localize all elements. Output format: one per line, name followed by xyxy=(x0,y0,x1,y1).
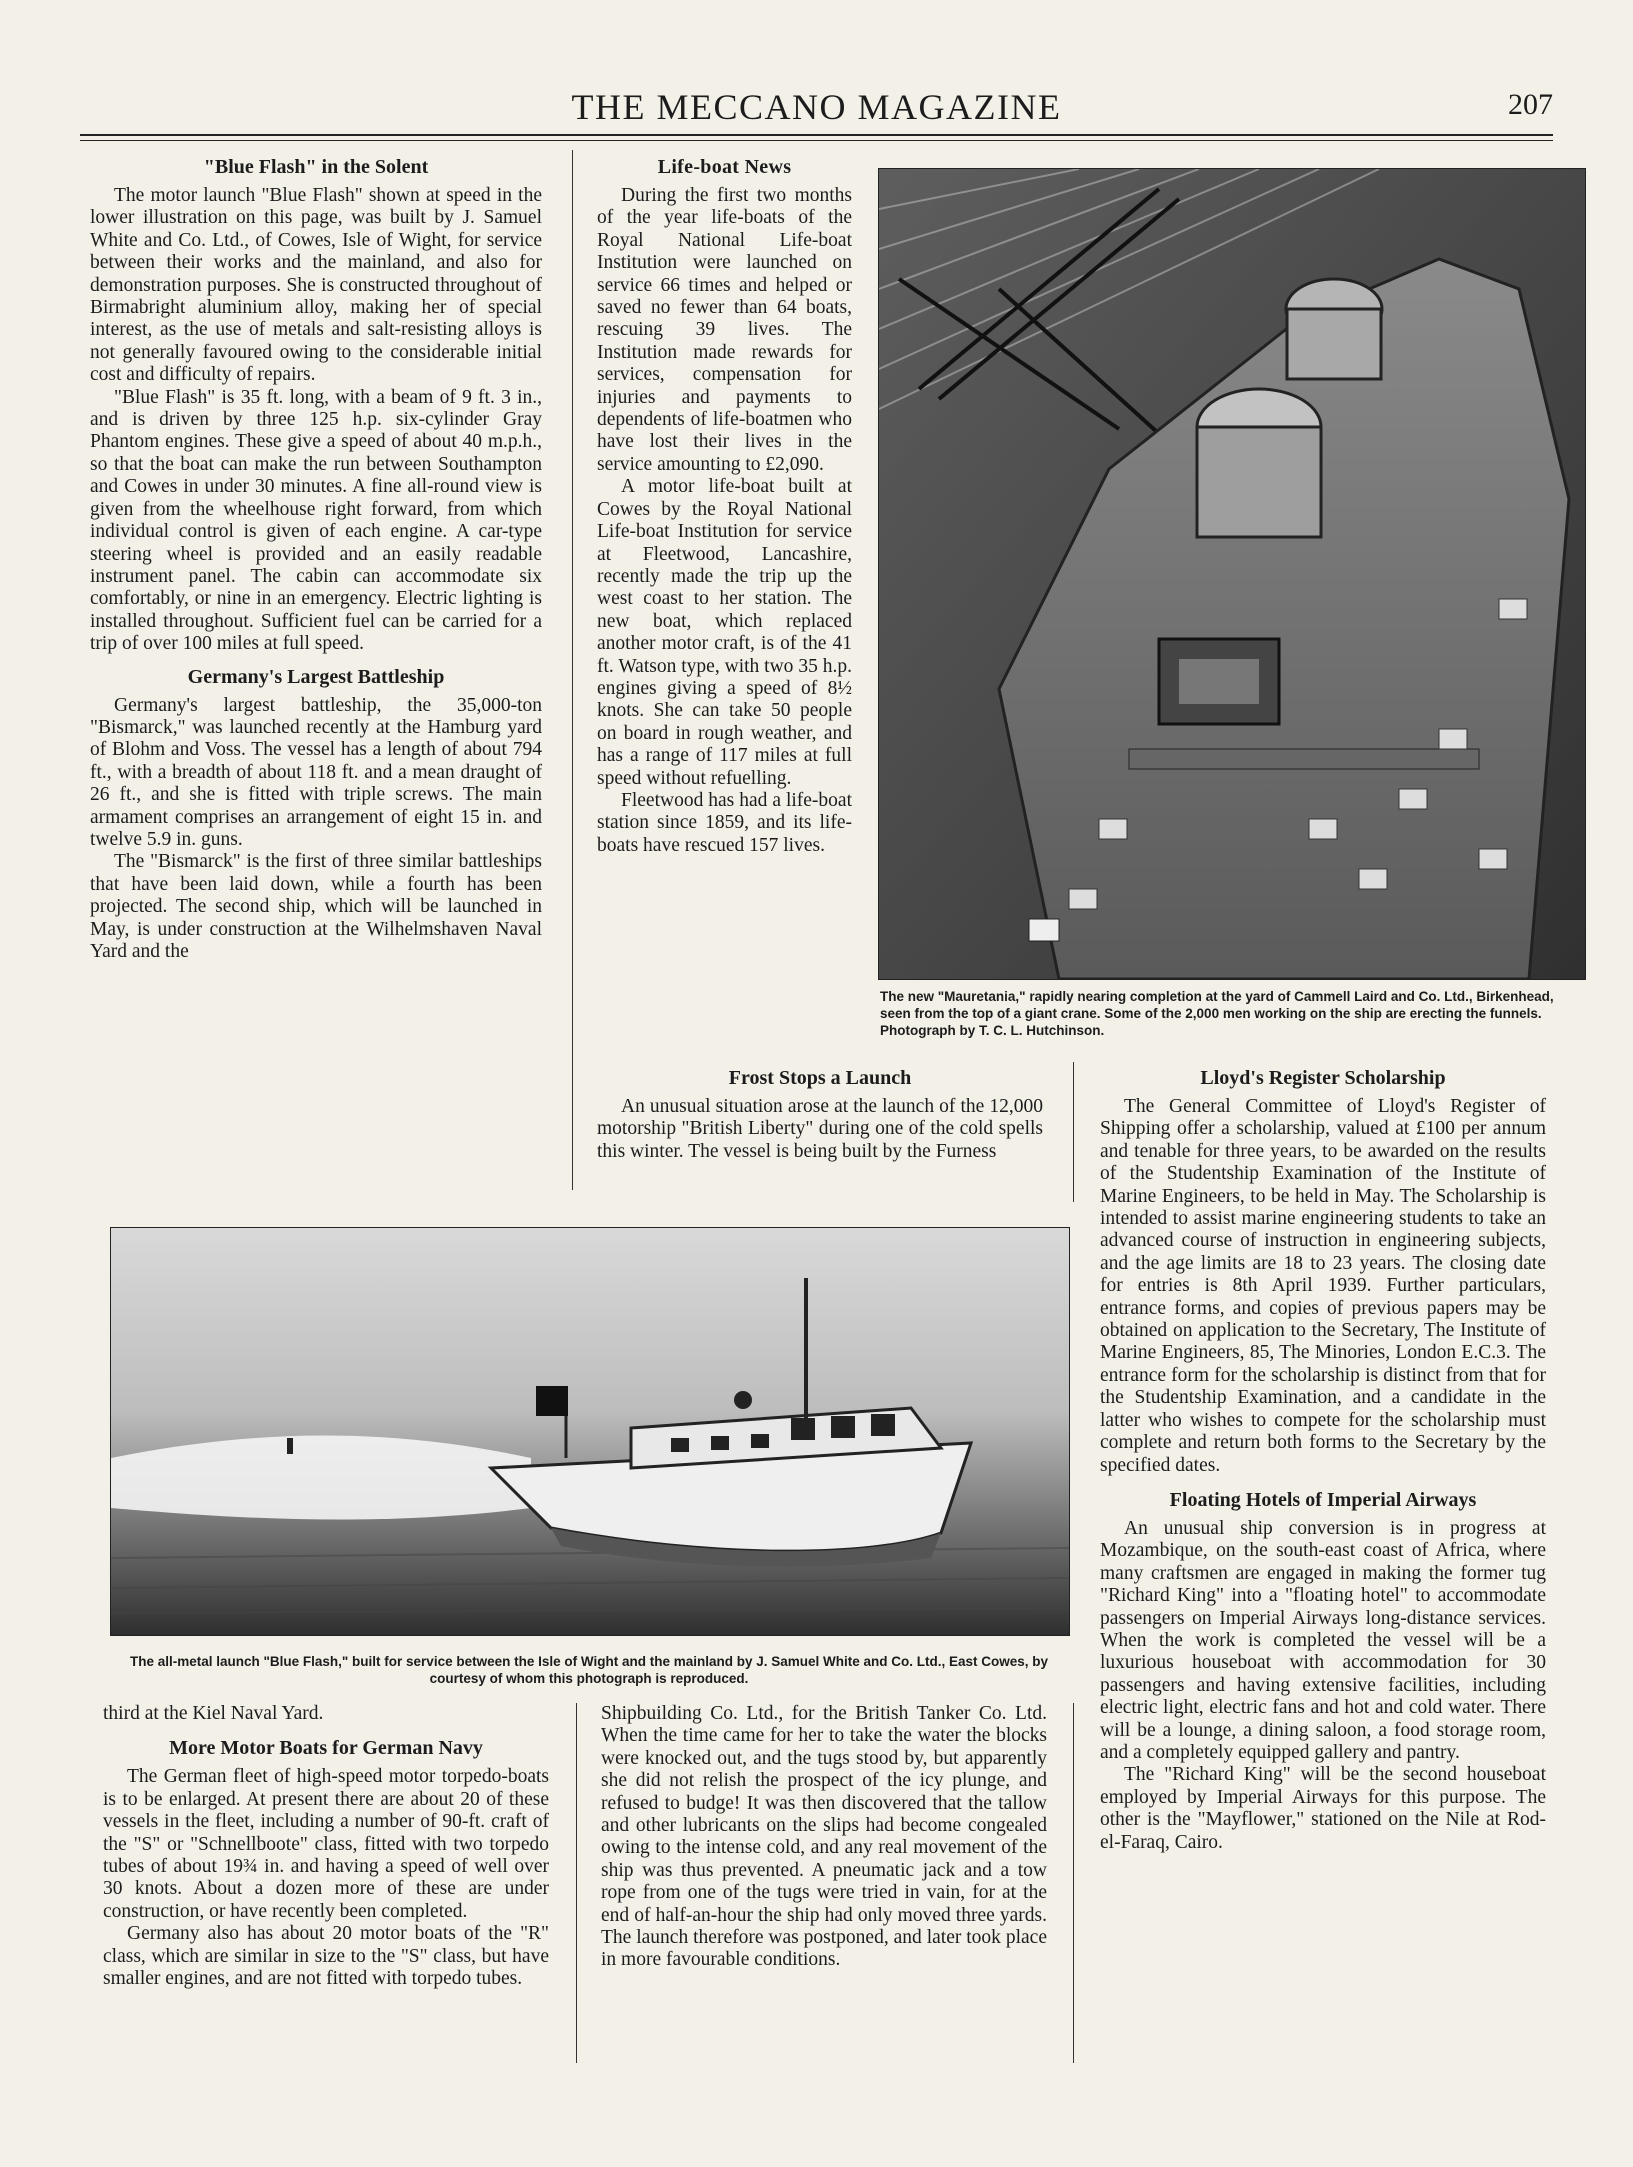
header-rule xyxy=(80,134,1553,136)
article-paragraph: The General Committee of Lloyd's Register of Shipping offer a scholarship, valued at £100 per annum and tenable for three years, to be awarded on the results of the Studentship Examination of the Institute of Marine Engineers, to be held in May. The Scholarship is intended to assist marine engineering students to take an advanced course of instruction in engineering subjects, and the age limits are 18 to 23 years. The closing date for entries is 8th April 1939. Further particulars, entrance forms, and copies of previous papers may be obtained on application to the Secretary, The Institute of Marine Engineers, 85, The Minories, London E.C.3. The entrance form for the scholarship is distinct from that for the Studentship Examination, and a candidate in the latter who wishes to compete for the scholarship must complete and return both forms to the Secretary by the specified dates. xyxy=(1100,1096,1546,1476)
mauretania-caption: The new "Mauretania," rapidly nearing completion at the yard of Cammell Laird and Co. Ltd., Birkenhead, seen from the top of a giant crane. Some of the 2,000 men working on the ship are erecting the funnels. Photograph by T. C. L. Hutchinson. xyxy=(880,989,1554,1038)
article-heading: "Blue Flash" in the Solent xyxy=(203,156,429,178)
article-paragraph: The German fleet of high-speed motor torpedo-boats is to be enlarged. At present there are about 20 of these vessels in the fleet, including a number of 90-ft. craft of the "S" or "Schnellboote" class, fitted with two torpedo tubes of about 19¾ in. and having a speed of well over 30 knots. About a dozen more of these are under construction, or have recently been completed. xyxy=(103,1766,549,1922)
article-blue-flash xyxy=(90,156,542,963)
article-continuation: Shipbuilding Co. Ltd., for the British Tanker Co. Ltd. When the time came for her to take the water the blocks were knocked out, and the tugs stood by, but apparently she did not relish the prospect of the icy plunge, and refused to budge! It was then discovered that the tallow and other lubricants on the slips had become congealed owing to the intense cold, and any real movement of the ship was thus prevented. A pneumatic jack and a tow rope from one of the tugs were tried in vain, for at the end of half-an-hour the ship had only moved three yards. The launch therefore was postponed, and later took place in more favourable conditions. xyxy=(601,1703,1047,1971)
article-paragraph: The motor launch "Blue Flash" shown at speed in the lower illustration on this page, was built by J. Samuel White and Co. Ltd., of Cowes, Isle of Wight, for service between their works and the mainland, and also for demonstration purposes. She is constructed throughout of Birmabright aluminium alloy, making her of special interest, as the use of metals and salt-resisting alloys is not generally favoured owing to the considerable initial cost and difficulty of repairs. xyxy=(90,185,542,386)
column-divider xyxy=(1073,1703,1074,2063)
column-divider xyxy=(1073,1062,1074,1202)
article-paragraph: During the first two months of the year life-boats of the Royal National Life-boat Institution were launched on service 66 times and helped or saved no fewer than 64 boats, rescuing 39 lives. The Institution made rewards for services, compensation for injuries and payments to dependents of life-boatmen who have lost their lives in the service amounting to £2,090. xyxy=(597,185,852,475)
mauretania-photo xyxy=(878,168,1586,980)
header-rule-thin xyxy=(80,140,1553,141)
motor-launch-illustration xyxy=(111,1228,1069,1635)
blue-flash-caption: The all-metal launch "Blue Flash," built for service between the Isle of Wight and the mainland by J. Samuel White and Co. Ltd., East Cowes, by courtesy of whom this photograph is reproduced. xyxy=(129,1654,1049,1686)
article-heading: More Motor Boats for German Navy xyxy=(169,1737,483,1760)
column-divider xyxy=(572,150,573,1190)
article-lifeboat xyxy=(597,156,852,857)
article-paragraph: Germany's largest battleship, the 35,000-ton "Bismarck," was launched recently at the Hamburg yard of Blohm and Voss. The vessel has a length of about 794 ft., with a breadth of about 118 ft. and a mean draught of 26 ft., and she is fitted with triple screws. The main armament comprises an arrangement of eight 15 in. and twelve 5.9 in. guns. xyxy=(90,694,542,850)
article-heading: Frost Stops a Launch xyxy=(728,1067,912,1089)
article-heading: Floating Hotels of Imperial Airways xyxy=(1169,1488,1477,1511)
article-paragraph: An unusual situation arose at the launch of the 12,000 motorship "British Liberty" during one of the cold spells this winter. The vessel is being built by the Furness xyxy=(597,1096,1043,1162)
article-heading: Lloyd's Register Scholarship xyxy=(1200,1067,1446,1089)
magazine-title: THE MECCANO MAGAZINE xyxy=(571,87,1062,127)
article-heading: Life-boat News xyxy=(657,156,792,178)
article-frost xyxy=(597,1067,1043,1163)
article-heading: Germany's Largest Battleship xyxy=(187,665,445,688)
ship-deck-illustration xyxy=(879,169,1585,979)
article-paragraph: Fleetwood has had a life-boat station since 1859, and its life-boats have rescued 157 lives. xyxy=(597,789,852,856)
article-paragraph: A motor life-boat built at Cowes by the Royal National Life-boat Institution for service at Fleetwood, Lancashire, recently made the trip up the west coast to her station. The new boat, which replaced another motor craft, is of the 41 ft. Watson type, with two 35 h.p. engines giving a speed of 8½ knots. She can take 50 people on board in rough weather, and has a range of 117 miles at full speed without refuelling. xyxy=(597,476,852,789)
article-paragraph: "Blue Flash" is 35 ft. long, with a beam of 9 ft. 3 in., and is driven by three 125 h.p. six-cylinder Gray Phantom engines. These give a speed of about 40 m.p.h., so that the boat can make the run between Southampton and Cowes in under 30 minutes. A fine all-round view is given from the wheelhouse right forward, from which individual control is given of each engine. A car-type steering wheel is provided and an easily readable instrument panel. The cabin can accommodate six comfortably, or nine in an emergency. Electric lighting is installed throughout. Sufficient fuel can be carried for a trip of over 100 miles at full speed. xyxy=(90,386,542,655)
article-paragraph: Germany also has about 20 motor boats of the "R" class, which are similar in size to the "S" class, but have smaller engines, and are not fitted with torpedo tubes. xyxy=(103,1923,549,1990)
page-number: 207 xyxy=(1508,88,1553,121)
article-paragraph: The "Richard King" will be the second houseboat employed by Imperial Airways for this purpose. The other is the "Mayflower," stationed on the Nile at Rod-el-Faraq, Cairo. xyxy=(1100,1764,1546,1853)
article-lloyds xyxy=(1100,1067,1546,1854)
article-frost-continued xyxy=(601,1703,1047,1972)
article-continuation: third at the Kiel Naval Yard. xyxy=(103,1703,324,1724)
blue-flash-photo xyxy=(110,1227,1070,1636)
article-paragraph: An unusual ship conversion is in progress at Mozambique, on the south-east coast of Africa, where many craftsmen are engaged in making the former tug "Richard King" into a "floating hotel" to accommodate passengers on Imperial Airways long-distance services. When the work is completed the vessel will be a luxurious houseboat with accommodation for 30 passengers and having extensive facilities, including electric light, electric fans and hot and cold water. There will be a lounge, a dining saloon, a food storage room, and a completely equipped gallery and pantry. xyxy=(1100,1517,1546,1763)
column-divider xyxy=(576,1703,577,2063)
article-paragraph: The "Bismarck" is the first of three similar battleships that have been laid down, while a fourth has been projected. The second ship, which will be launched in May, is under construction at the Wilhelmshaven Naval Yard and the xyxy=(90,851,542,962)
article-motor-boats xyxy=(103,1703,549,1990)
